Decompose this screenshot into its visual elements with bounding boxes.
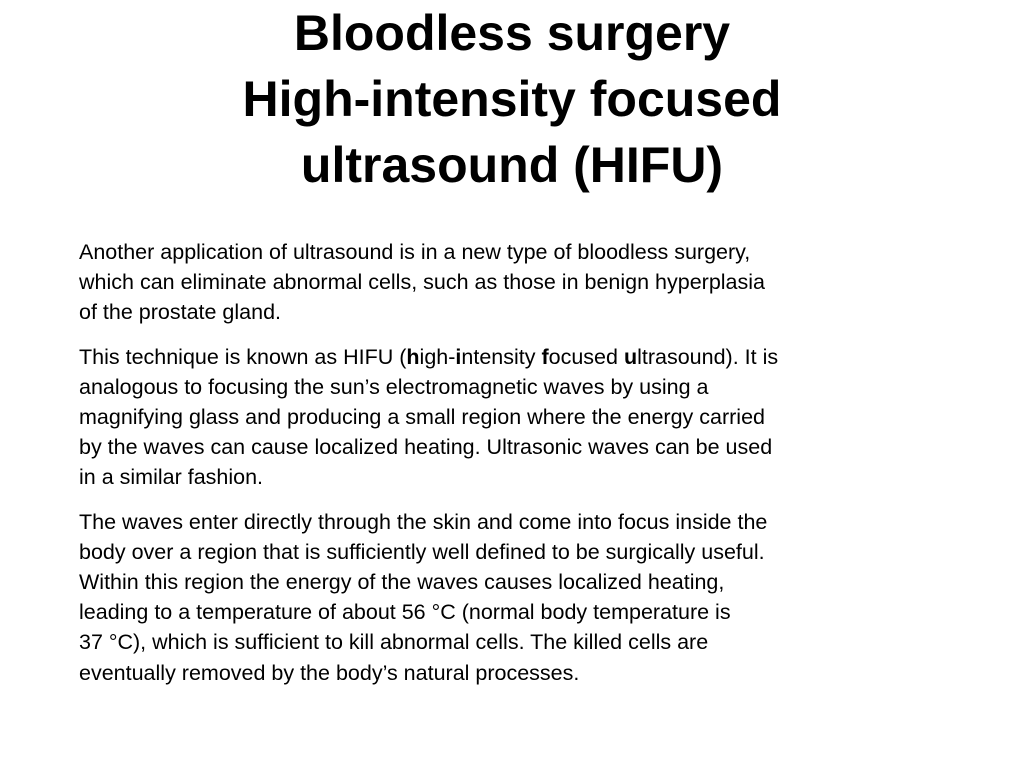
acronym-letter-i: i	[455, 344, 462, 369]
text-line: of the prostate gland.	[79, 300, 282, 325]
acronym-letter-h: h	[406, 344, 420, 369]
text-line: Within this region the energy of the waves causes localized heating,	[79, 570, 725, 595]
text-line: Another application of ultrasound is in a new type of bloodless surgery,	[79, 240, 751, 264]
text-line	[79, 345, 778, 369]
text-line: in a similar fashion.	[79, 465, 264, 490]
text-line: body over a region that is sufficiently well defined to be surgically useful.	[79, 539, 765, 564]
acronym-letter-u: u	[623, 344, 638, 369]
text-run: ocused	[548, 344, 624, 369]
title-line: ultrasound (HIFU)	[300, 137, 724, 193]
text-run: ntensity	[461, 344, 542, 369]
text-run: This technique is known as HIFU (	[79, 344, 407, 369]
text-line: leading to a temperature of about 56 °C (normal body temperature is	[79, 600, 731, 625]
paragraph-intro	[79, 237, 939, 328]
text-line: The waves enter directly through the skin and come into focus inside the	[79, 509, 768, 534]
text-run: ltrasound). It is	[637, 344, 779, 369]
acronym-letter-f: f	[541, 344, 549, 369]
text-line: analogous to focusing the sun’s electromagnetic waves by using a	[79, 374, 709, 399]
paragraph-hifu-definition	[79, 342, 939, 493]
text-line: which can eliminate abnormal cells, such as those in benign hyperplasia	[79, 270, 765, 295]
title-line: Bloodless surgery	[293, 5, 731, 61]
text-line: magnifying glass and producing a small region where the energy carried	[79, 405, 765, 430]
slide-body	[79, 237, 939, 702]
paragraph-hifu-mechanism	[79, 507, 939, 688]
text-line: eventually removed by the body’s natural processes.	[79, 660, 580, 685]
slide-title	[0, 0, 1024, 198]
text-line: by the waves can cause localized heating. Ultrasonic waves can be used	[79, 435, 773, 460]
title-line: High-intensity focused	[242, 71, 782, 127]
text-run: igh-	[419, 344, 456, 369]
text-line: 37 °C), which is sufficient to kill abnormal cells. The killed cells are	[79, 630, 709, 655]
